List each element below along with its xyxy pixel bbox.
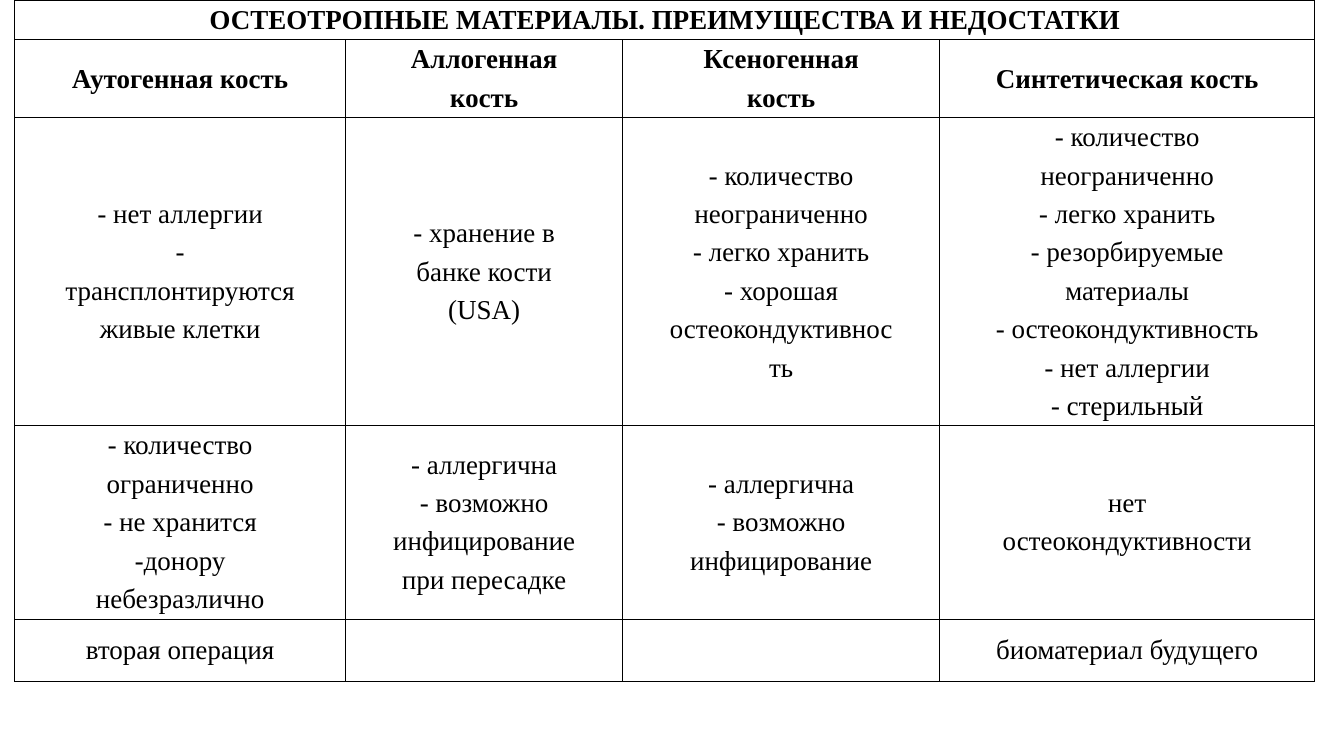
column-header-xenogeneic: Ксеногенная кость bbox=[623, 40, 940, 118]
table-cell: вторая операция bbox=[15, 619, 346, 681]
table-row-notes bbox=[15, 619, 1315, 681]
column-header-synthetic: Синтетическая кость bbox=[940, 40, 1315, 118]
table-cell: - количество неограниченно - легко хранить - резорбируемые материалы - остеокондуктивность - нет аллергии - стерильный bbox=[940, 118, 1315, 426]
title-row bbox=[15, 1, 1315, 40]
table-cell: - нет аллергии - трансплонтируются живые клетки bbox=[15, 118, 346, 426]
table-cell: - количество неограниченно - легко хранить - хорошая остеокондуктивнос ть bbox=[623, 118, 940, 426]
header-row bbox=[15, 40, 1315, 118]
column-header-allogeneic: Аллогенная кость bbox=[346, 40, 623, 118]
table-cell: - хранение в банке кости (USA) bbox=[346, 118, 623, 426]
table-cell: - аллергична - возможно инфицирование bbox=[623, 426, 940, 619]
osteotropic-materials-table bbox=[14, 0, 1315, 682]
table-title: ОСТЕОТРОПНЫЕ МАТЕРИАЛЫ. ПРЕИМУЩЕСТВА И НЕДОСТАТКИ bbox=[15, 1, 1315, 40]
table-cell: биоматериал будущего bbox=[940, 619, 1315, 681]
table-cell: нет остеокондуктивности bbox=[940, 426, 1315, 619]
table-cell bbox=[346, 619, 623, 681]
table-cell: - аллергична - возможно инфицирование при пересадке bbox=[346, 426, 623, 619]
column-header-autogenous: Аутогенная кость bbox=[15, 40, 346, 118]
table-cell: - количество ограниченно - не хранится -донору небезразлично bbox=[15, 426, 346, 619]
table-row-advantages bbox=[15, 118, 1315, 426]
table-cell bbox=[623, 619, 940, 681]
table-row-disadvantages bbox=[15, 426, 1315, 619]
